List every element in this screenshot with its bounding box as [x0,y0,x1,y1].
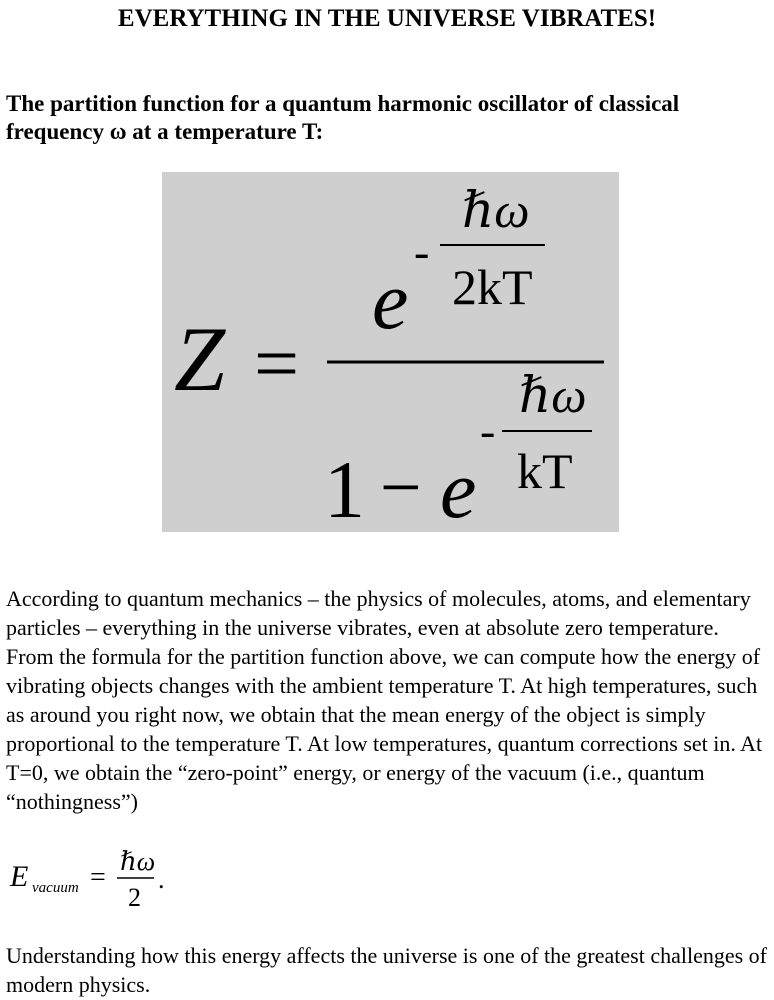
vacuum-subscript: vacuum [32,880,79,896]
denominator-base: e [440,444,477,532]
vacuum-energy-formula [8,848,208,910]
vacuum-denominator: 2 [128,883,141,910]
partition-function-box [162,172,619,532]
partition-function-formula [162,172,619,532]
denominator-minus: − [380,447,422,529]
denominator-exp-numerator: ℏω [519,367,587,423]
numerator-base: e [372,255,409,346]
explanation-paragraph: According to quantum mechanics – the physics of molecules, atoms, and elementary particles – everything in the universe vibrates, even at absolute zero temperature. From the formula for the partition function above, we can compute how the energy of vibrating objects changes with the ambient temperature T. At high temperatures, such as around you right now, we obtain that the mean energy of the object is simply proportional to the temperature T. At low temperatures, quantum corrections set in. At T=0, we obtain the “zero-point” energy, or energy of the vacuum (i.e., quantum “nothingness”) [6,586,763,814]
closing-paragraph: Understanding how this energy affects the universe is one of the greatest challenges of modern physics. [6,943,768,997]
vacuum-symbol: E [10,860,29,893]
denominator-one: 1 [324,444,365,532]
page-title: EVERYTHING IN THE UNIVERSE VIBRATES! [117,5,657,32]
intro-text: The partition function for a quantum harmonic oscillator of classical frequency ω at a temperature T: [6,91,680,144]
denominator-exp-minus: - [480,405,496,456]
numerator-exp-denominator: 2kT [452,259,533,315]
vacuum-equals: = [90,862,106,893]
numerator-exp-numerator: ℏω [462,182,530,238]
formula-equals: = [254,320,300,408]
denominator-exp-denominator: kT [517,443,573,499]
formula-lhs: Z [174,308,226,410]
vacuum-period: . [158,865,165,894]
numerator-exp-minus: - [414,226,430,277]
vacuum-numerator: ℏω [120,848,156,876]
